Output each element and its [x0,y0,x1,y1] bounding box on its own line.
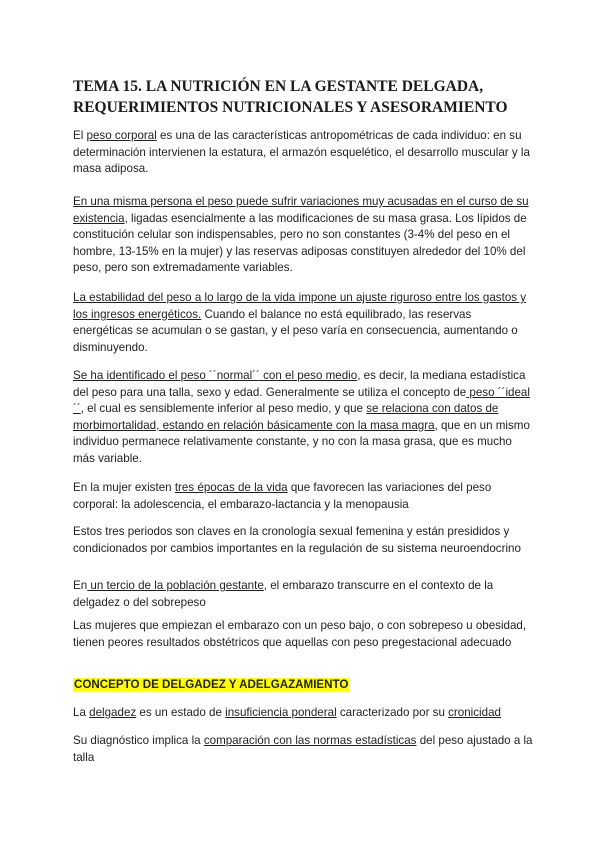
paragraph-variaciones [73,194,533,277]
p7-text-c: , el embarazo transcurre en el contexto de la delgadez o del sobrepeso [73,579,494,609]
highlighted-heading: CONCEPTO DE DELGADEZ Y ADELGAZAMIENTO [74,678,349,691]
p9-underlined-3: cronicidad [448,706,501,719]
p5-underlined: tres épocas de la vida [174,481,288,494]
p4-text-d: , el cual es sensiblemente inferior al peso medio, y que [80,402,367,416]
p9-text-a: La [73,706,90,719]
paragraph-delgadez [73,705,533,722]
paragraph-tercio-poblacion [73,578,533,611]
p6-text: Estos tres periodos son claves en la cronología sexual femenina y están presididos y condicionados por cambios importantes en la regulación de su sistema neuroendocrino [73,525,521,555]
p9-underlined-1: delgadez [89,706,137,719]
p7-text-a: En [73,579,88,592]
section-heading [73,677,533,694]
p3-text-b: Cuando el balance no está equilibrado, las reservas energéticas se acumulan o se gastan, y el peso varía en consecuencia, aumentando o disminuyendo. [73,307,518,354]
p5-text-c: que favorecen las variaciones del peso corporal: la adolescencia, el embarazo-lactancia y la menopausia [73,481,492,511]
paragraph-periodos [73,524,533,557]
p2-text-b: , ligadas esencialmente a las modificaciones de su masa grasa. Los lípidos de constitución celular son indispensables, pero no son constantes (3-4% del peso en el hombre, 13-15% en la mujer) y las reservas adiposas constituyen alrededor del 10% del peso, pero son extremadamente variables. [73,211,527,275]
paragraph-peso-corporal [73,128,533,178]
p4-underlined-1: Se ha identificado el peso ´´normal´´ con el peso medio [73,369,358,382]
p9-text-c: es un estado de [136,706,226,719]
p4-underlined-2: peso ´´ideal´´ [73,385,530,416]
title-line-2: REQUERIMIENTOS NUTRICIONALES Y ASESORAMIENTO [73,99,508,116]
p10-underlined: comparación con las normas estadísticas [203,734,417,747]
p10-text-c: del peso ajustado a la talla [73,734,533,764]
paragraph-peso-normal [73,368,533,468]
paragraph-diagnostico [73,733,533,766]
p2-underlined: En una misma persona el peso puede sufrir variaciones muy acusadas en el curso de su existencia [73,195,529,225]
p1-text-a: El [73,129,87,142]
paragraph-tres-epocas [73,480,533,513]
paragraph-peso-bajo [73,618,533,651]
p8-text: Las mujeres que empiezan el embarazo con un peso bajo, o con sobrepeso u obesidad, tienen peores resultados obstétricos que aquellas con peso pregestacional adecuado [73,619,527,649]
p9-text-e: caracterizado por su [336,706,449,719]
p4-text-f: , que en un mismo individuo permanece relativamente constante, y no con la masa grasa, que es mucho más variable. [73,418,530,465]
p4-underlined-3: se relaciona con datos de morbimortalidad, estando en relación básicamente con la masa magra [73,402,499,432]
p5-text-a: En la mujer existen [73,481,175,494]
paragraph-estabilidad [73,290,533,356]
p3-underlined: La estabilidad del peso a lo largo de la vida impone un ajuste riguroso entre los gastos y los ingresos energéticos. [73,291,527,321]
document-title [73,76,553,118]
p7-underlined: un tercio de la población gestante [87,579,264,592]
p1-underlined: peso corporal [86,129,157,142]
p10-text-a: Su diagnóstico implica la [73,734,204,747]
title-line-1: TEMA 15. LA NUTRICIÓN EN LA GESTANTE DELGADA, [73,78,484,95]
p9-underlined-2: insuficiencia ponderal [225,706,337,719]
p1-text-c: es una de las características antropométricas de cada individuo: en su determinación intervienen la estatura, el armazón esquelético, el desarrollo muscular y la masa adiposa. [73,129,530,176]
p4-text-b: , es decir, la mediana estadística del peso para una talla, sexo y edad. Generalmente se utiliza el concepto de [73,369,526,399]
